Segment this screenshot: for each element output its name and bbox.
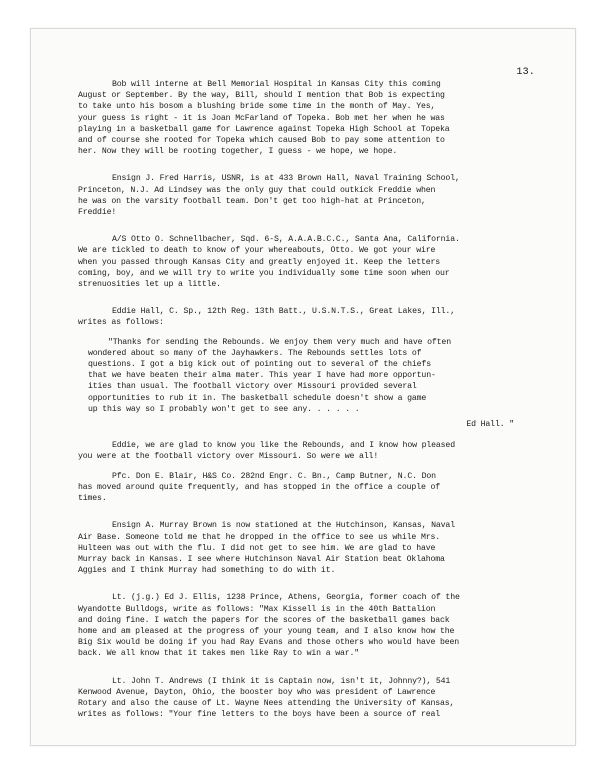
signature-ed-hall: Ed Hall. " [466, 420, 514, 430]
paragraph-murray-brown: Ensign A. Murray Brown is now stationed at the Hutchinson, Kansas, Naval Air Base. Someone told me that he dropped in the office to see us while Mrs. Hulteen was out with the flu. I did not get to see him. We are glad to have Murray back in Kansas. I see where Hutchinson Naval Air Station beat Oklahoma Aggies and I think Murray had something to do with it. [78, 521, 455, 576]
paragraph-eddie-reply: Eddie, we are glad to know you like the Rebounds, and I know how pleased you were at the football victory over Missouri. So were we all! [78, 441, 455, 462]
paragraph-eddie-hall-intro: Eddie Hall, C. Sp., 12th Reg. 13th Batt., U.S.N.T.S., Great Lakes, Ill., writes as follows: [78, 307, 455, 328]
quote-eddie-hall-letter: "Thanks for sending the Rebounds. We enjoy them very much and have often wondered about so many of the Jayhawkers. The Rebounds settles lots of questions. I got a big kick out of pointing out to several of the chiefs that we have beaten their alma mater. This year I have had more opportun- ities than usual. The football victory over Missouri provided several opportunities to rub it in. The basketball schedule doesn't show a game up this way so I probably won't get to see any. . . . . . [88, 337, 451, 414]
paragraph-ed-ellis: Lt. (j.g.) Ed J. Ellis, 1238 Prince, Athens, Georgia, former coach of the Wyandotte Bulldogs, write as follows: "Max Kissell is in the 40th Battalion and doing fine. I watch the papers for the scores of the basketball games back home and am pleased at the progress of your young team, and I also know how the Big Six would be doing if you had Ray Evans and those others who would have been back. We all know that it takes men like Ray to win a war." [78, 593, 460, 659]
paragraph-john-andrews: Lt. John T. Andrews (I think it is Captain now, isn't it, Johnny?), 541 Kenwood Avenue, Dayton, Ohio, the booster boy who was president of Lawrence Rotary and also the cause of Lt. Wayne Nees attending the University of Kansas, writes as follows: "Your fine letters to the boys have been a source of real [78, 676, 455, 720]
paragraph-fred-harris: Ensign J. Fred Harris, USNR, is at 433 Brown Hall, Naval Training School, Princeton, N.J. Ad Lindsey was the only guy that could outkick Freddie when he was on the varsity football team. Don't get too high-hat at Princeton, Freddie! [78, 174, 460, 218]
paragraph-otto-schnellbacher: A/S Otto O. Schnellbacher, Sqd. 6-S, A.A.A.B.C.C., Santa Ana, California. We are tickled to death to know of your whereabouts, Otto. We got your wire when you passed through Kansas City and greatly enjoyed it. Keep the letters coming, boy, and we will try to write you individually some time soon when our strenuosities let up a little. [78, 235, 460, 290]
letter-body [78, 79, 546, 730]
paragraph-bob-bell-memorial: Bob will interne at Bell Memorial Hospital in Kansas City this coming August or September. By the way, Bill, should I mention that Bob is expecting to take unto his bosom a blushing bride some time in the month of May. Yes, your guess is right - it is Joan McFarland of Topeka. Bob met her when he was playing in a basketball game for Lawrence against Topeka High School at Topeka and of course she rooted for Topeka which caused Bob to pay some attention to her. Now they will be rooting together, I guess - we hope, we hope. [78, 80, 450, 157]
page-number: 13. [516, 67, 535, 78]
paragraph-don-blair: Pfc. Don E. Blair, H&S Co. 282nd Engr. C. Bn., Camp Butner, N.C. Don has moved around quite frequently, and has stopped in the office a couple of times. [78, 471, 441, 504]
document-page [30, 28, 576, 746]
